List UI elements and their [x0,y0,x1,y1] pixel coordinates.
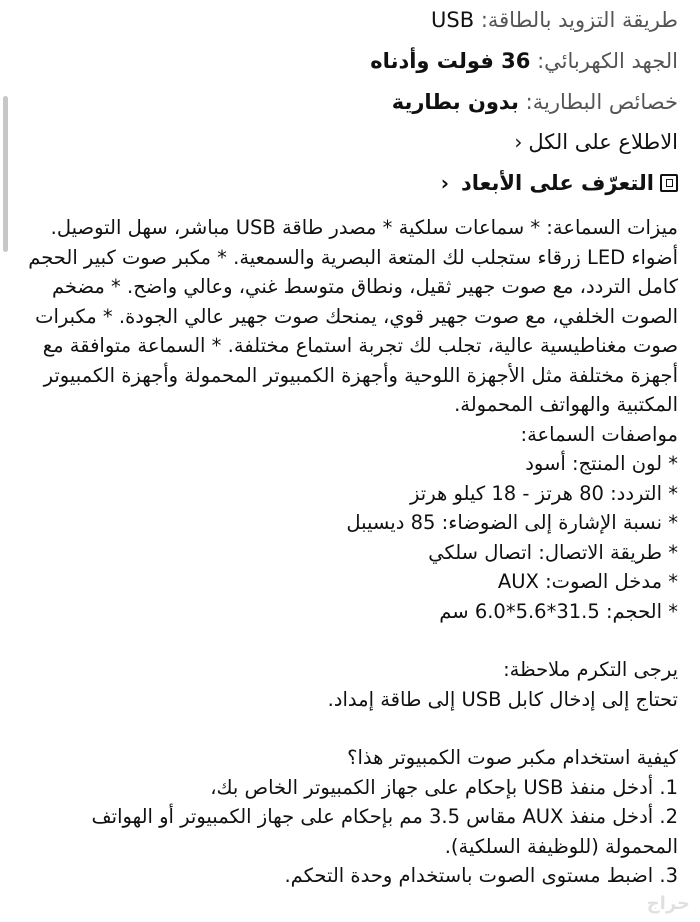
spacer [20,626,678,655]
spec-item: * لون المنتج: أسود [525,452,678,475]
spec-battery [20,82,678,123]
section-title: التعرّف على الأبعاد [461,171,654,195]
product-description [20,213,678,891]
scrollbar[interactable] [3,96,8,252]
spec-item: * التردد: 80 هرتز - 18 كيلو هرتز [410,481,678,505]
dimensions-section-header[interactable] [20,163,678,203]
spec-item: * نسبة الإشارة إلى الضوضاء: 85 ديسيبل [346,511,678,534]
spec-value: بدون بطارية [391,90,519,114]
note-heading: يرجى التكرم ملاحظة: [503,658,678,681]
features-paragraph: ميزات السماعة: * سماعات سلكية * مصدر طاقة USB مباشر، سهل التوصيل. أضواء LED زرقاء ستجلب لك المتعة البصرية والسمعية. * مكبر صوت كبير الحجم كامل التردد، مع صوت جهير ثقيل، ونطاق متوسط غني، وعالي واضح. * مضخم الصوت الخلفي، مع صوت جهير قوي، يمنحك صوت جهير عالي الجودة. * مكبرات صوت مغناطيسية عالية، تجلب لك تجربة استماع مختلفة. * السماعة متوافقة مع أجهزة مختلفة مثل الأجهزة اللوحية وأجهزة الكمبيوتر المحمولة وأجهزة الكمبيوتر المكتبية والهواتف المحمولة. [28,216,678,416]
spec-voltage [20,41,678,82]
spec-label: الجهد الكهربائي: [537,49,678,73]
spacer [20,714,678,743]
spec-label: خصائص البطارية: [525,90,678,114]
product-details [20,0,678,891]
spec-power-supply [20,0,678,41]
chevron-left-icon: ‹ [440,171,449,195]
see-all-link[interactable] [20,123,678,161]
howto-item: 1. أدخل منفذ USB بإحكام على جهاز الكمبيوتر الخاص بك، [210,775,678,799]
howto-heading: كيفية استخدام مكبر صوت الكمبيوتر هذا؟ [347,746,678,769]
spec-item: * الحجم: 31.5*5.6*6.0 سم [439,599,678,623]
spec-value: 36 فولت وأدناه [370,49,531,73]
spec-heading: مواصفات السماعة: [520,422,678,446]
howto-item: 3. اضبط مستوى الصوت باستخدام وحدة التحكم. [284,864,678,887]
spec-value: USB [431,8,475,32]
note-text: تحتاج إلى إدخال كابل USB إلى طاقة إمداد. [327,687,678,711]
dimensions-icon [660,174,678,192]
watermark: حراج [646,893,690,914]
see-all-label: الاطلاع على الكل [528,130,678,154]
spec-label: طريقة التزويد بالطاقة: [480,8,678,32]
spec-item: * مدخل الصوت: AUX [497,570,678,593]
chevron-left-icon: ‹ [514,130,523,154]
howto-item: 2. أدخل منفذ AUX مقاس 3.5 مم بإحكام على جهاز الكمبيوتر أو الهواتف المحمولة (للوظيفة السلكية). [91,805,678,858]
spec-item: * طريقة الاتصال: اتصال سلكي [428,540,678,564]
